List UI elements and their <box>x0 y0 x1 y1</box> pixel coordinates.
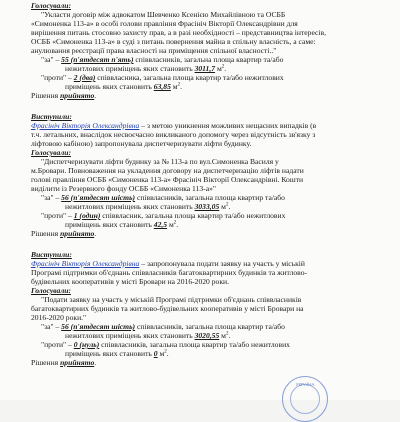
decision-value: прийнято <box>60 358 95 367</box>
vote-against-area-line <box>31 82 370 91</box>
decision-value: прийнято <box>60 229 95 238</box>
dash: – <box>53 193 62 202</box>
vote-for-label: "за" <box>41 322 54 331</box>
speaker-name: Фрасініч Вікторія Олександрівна <box>31 259 140 268</box>
dot: . <box>228 331 231 340</box>
vote-for-area-line <box>31 64 370 73</box>
vote-for-area: 3020,55 <box>194 331 220 340</box>
speech-line <box>31 121 370 130</box>
speech-line: т.ч. летальних, внаслідок несвоєчасно викликаного допомогу через відсутність зв'язку з <box>31 130 316 139</box>
dot: . <box>180 82 182 91</box>
vote-against-area: 0 <box>153 349 158 358</box>
speech-text: – запропонувала подати заявку на участь у міській <box>139 259 305 268</box>
vote-against-line <box>31 340 370 349</box>
unit-sup: 2 <box>225 202 229 208</box>
unit-sup: 2 <box>173 220 177 226</box>
official-stamp <box>282 376 328 422</box>
vote-for-area: 3011,7 <box>194 64 216 73</box>
speech-text: – з метою уникнення можливих нещасних випадків (в <box>139 121 317 130</box>
vote-against-line <box>31 211 370 220</box>
unit: м <box>219 331 226 340</box>
vote-heading: Голосували: <box>31 148 71 157</box>
resolution-text-line: "Укласти договір між адвокатом Шевченко Ксенією Михайлівною та ОСББ <box>41 10 286 19</box>
decision-line <box>31 229 370 238</box>
decision-label: Рішення <box>31 229 61 238</box>
vote-against-label: "проти" <box>41 340 67 349</box>
resolution-text-line: 2016-2020 роки." <box>31 313 87 322</box>
dot: . <box>224 64 227 73</box>
resolution-text-line: м.Бровари. Повноваження на укладення договору на диспетчеризацію ліфтів надати <box>31 166 304 175</box>
resolution-text-line: багатоквартирних будинків та житлово-будівельних кооперативів у місті Бровари на <box>31 304 304 313</box>
vote-for-area: 3033,05 <box>194 202 220 211</box>
dash: – <box>53 55 62 64</box>
decision-label: Рішення <box>31 358 61 367</box>
area-text: нежитлових приміщень яких становить <box>65 202 195 211</box>
vote-against-count: 1 (один) <box>73 211 101 220</box>
resolution-text-line: вирішення питань стосовно захисту прав, а в разі необхідності – представництва інтересів, <box>31 28 326 37</box>
decision-label: Рішення <box>31 91 61 100</box>
dash: – <box>66 340 74 349</box>
speech-line: Програмі підтримки об'єднань співвласників багатоквартирних будинків та житлово- <box>31 268 308 277</box>
decision-value: прийнято <box>60 91 95 100</box>
area-text: приміщень яких становить <box>65 349 154 358</box>
decision-line <box>31 91 370 100</box>
vote-against-area-line <box>31 349 370 358</box>
resolution-text-line: виділити із Резервного фонду ОСББ «Симоненка 113-а»" <box>31 184 216 193</box>
vote-against-area-line <box>31 220 370 229</box>
vote-for-label: "за" <box>41 193 54 202</box>
resolution-text-line: «Симоненка 113-а» в особі голови правління Фрасініч Вікторії Олександрівни для <box>31 19 298 28</box>
dash: – <box>53 322 62 331</box>
speaker-name: Фрасініч Вікторія Олександрівна <box>31 121 140 130</box>
dot: . <box>94 358 97 367</box>
vote-for-text: співвласників, загальна площа квартир та/або <box>133 55 284 64</box>
vote-against-label: "проти" <box>41 211 67 220</box>
dot: . <box>94 91 97 100</box>
vote-against-text: співвласник, загальна площа квартир та/або нежитлових <box>100 211 286 220</box>
decision-line <box>31 358 370 367</box>
area-text: приміщень яких становить <box>65 220 154 229</box>
unit: м <box>215 64 222 73</box>
resolution-text-line: ОСББ «Симоненка 113-а» в суді з питань повернення майна в спільну власність, а саме: <box>31 37 316 46</box>
speech-line: ліфтовою кабіною) запропонувала диспетчеризувати ліфти будинку. <box>31 139 252 148</box>
vote-for-count: 55 (п'ятдесят п'ять) <box>61 55 134 64</box>
vote-for-text: співвласників, загальна площа квартир та/або <box>135 322 285 331</box>
unit-sup: 2 <box>164 349 167 355</box>
vote-against-area: 63,85 <box>153 82 171 91</box>
vote-against-area: 42,5 <box>153 220 168 229</box>
vote-for-area-line <box>31 202 370 211</box>
unit-sup: 2 <box>221 64 225 70</box>
dot: . <box>166 349 169 358</box>
vote-for-text: співвласників, загальна площа квартир та/або <box>135 193 285 202</box>
speech-line <box>31 259 370 268</box>
vote-against-text: співвласників, загальна площа квартир та/або нежитлових <box>99 340 290 349</box>
vote-heading: Голосували: <box>31 286 71 295</box>
speech-line: будівельних кооперативів у місті Бровари на 2016-2020 роки. <box>31 277 229 286</box>
vote-for-count: 56 (п'ятдесят шість) <box>61 322 136 331</box>
vote-for-line <box>31 322 370 331</box>
vote-for-line <box>31 193 370 202</box>
stamp-text: УКРАЇНА <box>295 382 315 387</box>
vote-heading: Голосували: <box>31 1 71 10</box>
dash: – <box>66 211 74 220</box>
unit-sup: 2 <box>177 82 181 88</box>
vote-against-text: співвласника, загальна площа квартир та/або нежитлових <box>95 73 284 82</box>
resolution-text-line: "Диспетчеризувати ліфти будинку за № 113-а по вул.Симоненка Василя у <box>41 157 279 166</box>
vote-against-count: 0 (нуль) <box>73 340 100 349</box>
resolution-text-line: "Подати заявку на участь у міській Програмі підтримки об'єднань співвласників <box>41 295 302 304</box>
dot: . <box>94 229 97 238</box>
vote-for-count: 56 (п'ятдесят шість) <box>61 193 136 202</box>
area-text: нежитлових приміщень яких становить <box>65 331 195 340</box>
area-text: приміщень яких становить <box>65 82 154 91</box>
speakers-heading: Виступили: <box>31 250 72 259</box>
vote-for-label: "за" <box>41 55 54 64</box>
unit: м <box>157 349 165 358</box>
vote-against-line <box>31 73 370 82</box>
vote-against-count: 2 (два) <box>73 73 96 82</box>
unit-sup: 2 <box>225 331 229 337</box>
dot: . <box>176 220 179 229</box>
vote-against-label: "проти" <box>41 73 67 82</box>
speakers-heading: Виступили: <box>31 112 72 121</box>
resolution-text-line: анулювання реєстрації права власності на приміщення спільної власності.." <box>31 46 277 55</box>
area-text: нежитлових приміщень яких становить <box>65 64 195 73</box>
vote-for-line <box>31 55 370 64</box>
dot: . <box>228 202 231 211</box>
resolution-text-line: голові правління ОСББ «Симоненка 113-а» Фрасініч Вікторії Олександрівні. Кошти <box>31 175 304 184</box>
unit: м <box>170 82 178 91</box>
unit: м <box>167 220 174 229</box>
unit: м <box>219 202 226 211</box>
vote-for-area-line <box>31 331 370 340</box>
dash: – <box>66 73 74 82</box>
